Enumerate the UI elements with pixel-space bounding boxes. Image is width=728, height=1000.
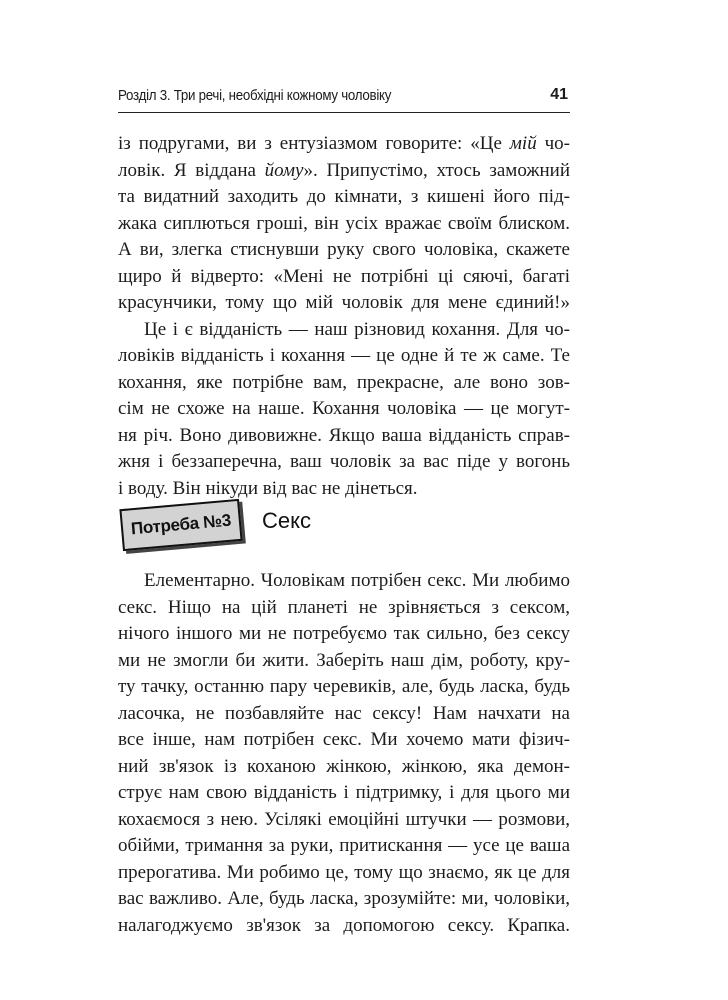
chapter-title: Розділ 3. Три речі, необхідні кожному чоловіку [118, 88, 392, 104]
text-line: та видатний заходить до кімнати, з кишені його під- [118, 186, 570, 207]
emphasis: йому [264, 159, 304, 181]
text-line: красунчики, тому що мій чоловік для мене єдиний!» [118, 292, 570, 313]
text-line: із подругами, ви з ентузіазмом говорите: «Це мій чо- [118, 133, 570, 154]
text-line: сім не схоже на наше. Кохання чоловіка — це могут- [118, 398, 570, 419]
page-number: 41 [550, 86, 568, 103]
text-line: ми не змогли би жити. Заберіть наш дім, роботу, кру- [118, 649, 570, 671]
text-line: вас важливо. Але, будь ласка, зрозумійте: ми, чоловіки, [118, 888, 570, 909]
paragraph-3 [118, 568, 570, 939]
text-line: ловік. Я віддана йому». Припустімо, хтось заможний [118, 159, 570, 181]
emphasis: мій [509, 133, 537, 154]
text-line: ня річ. Воно дивовижне. Якщо ваша відданість справ- [118, 424, 570, 446]
text-line: налагоджуємо зв'язок за допомогою сексу. Крапка. [118, 914, 570, 936]
text-line: щиро й відверто: «Мені не потрібні ці сяючі, багаті [118, 265, 570, 287]
text-line: ласочка, не позбавляйте нас сексу! Нам начхати на [118, 702, 570, 724]
text-line: все інше, нам потрібен секс. Ми хочемо мати фізич- [118, 729, 570, 750]
text-line: обійми, тримання за руки, притискання — усе це ваша [118, 835, 570, 856]
text-line: прерогатива. Ми робимо це, тому що знаємо, як це для [118, 861, 570, 883]
text-line: нічого іншого ми не потребуємо так сильно, без сексу [118, 623, 570, 644]
section-badge: Потреба №3 [119, 499, 242, 551]
text-line: кохання, яке потрібне вам, прекрасне, але воно зов- [118, 371, 570, 393]
text-line: Елементарно. Чоловікам потрібен секс. Ми любимо [144, 570, 570, 591]
text-line: А ви, злегка стиснувши руку свого чоловіка, скажете [118, 239, 570, 260]
text-line: жака сиплються гроші, він усіх вражає своїм блиском. [118, 212, 570, 234]
text-line: ту тачку, останню пару черевиків, але, будь ласка, будь [118, 676, 570, 697]
text-line: Це і є відданість — наш різновид кохання. Для чо- [144, 318, 570, 340]
running-header [118, 86, 570, 110]
paragraph-2 [118, 317, 570, 503]
text-line: ловіків відданість і кохання — це одне й те ж саме. Те [118, 345, 570, 366]
header-rule [118, 112, 570, 113]
text-line: секс. Ніщо на цій планеті не зрівняється з сексом, [118, 596, 570, 618]
section-title: Секс [262, 508, 311, 533]
text-line: жня і беззаперечна, ваш чоловік за вас піде у вогонь [118, 451, 570, 472]
text-line: і воду. Він нікуди від вас не дінеться. [118, 477, 418, 499]
text-line: ний зв'язок із коханою жінкою, жінкою, яка демон- [118, 755, 570, 777]
text-line: струє нам свою відданість і підтримку, і для цього ми [118, 782, 570, 803]
paragraph-1 [118, 131, 570, 317]
text-line: кохаємося з нею. Усілякі емоційні штучки — розмови, [118, 808, 570, 830]
